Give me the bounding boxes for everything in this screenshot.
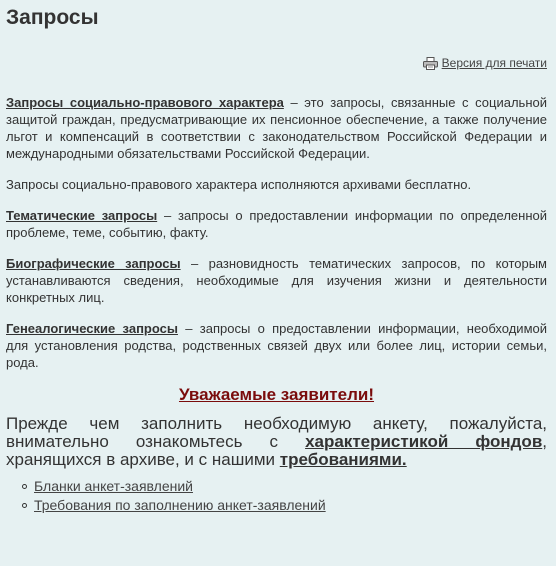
term-thematic[interactable]: Тематические запросы: [6, 208, 158, 223]
notice-paragraph: [6, 415, 547, 469]
paragraph-text: Запросы социально-правового характера исполняются архивами бесплатно.: [6, 177, 472, 192]
form-filling-requirements-link[interactable]: Требования по заполнению анкет-заявлений: [34, 497, 326, 513]
documents-link-list: [6, 477, 547, 515]
term-social-legal[interactable]: Запросы социально-правового характера: [6, 95, 284, 110]
list-item: [34, 496, 547, 515]
term-genealogical[interactable]: Генеалогические запросы: [6, 321, 178, 336]
bullet-icon: [22, 503, 27, 508]
paragraph-text: – запросы о предоставлении информации, необходимой для установления родства, родственных связей двух или более лиц, истории семьи, рода.: [6, 321, 547, 370]
print-version-link[interactable]: [423, 56, 547, 70]
requirements-link[interactable]: требованиями.: [279, 450, 407, 469]
paragraph-text: – это запросы, связанные с социальной защитой граждан, предусматривающие их пенсионное обеспечение, а также получение льгот и компенсаций в соответствии с законодательством Российской Федерации и международными обязательствами Российской Федерации.: [6, 95, 547, 161]
bullet-icon: [22, 484, 27, 489]
paragraph-free-of-charge: [6, 176, 547, 193]
notice-text-middle: , хранящихся в архиве, и с нашими: [6, 432, 547, 469]
page-title: Запросы: [6, 6, 99, 29]
term-biographical[interactable]: Биографические запросы: [6, 256, 181, 271]
fund-characteristics-link[interactable]: характеристикой фондов: [305, 432, 543, 451]
printer-icon: [423, 57, 438, 70]
paragraph-biographical: [6, 255, 547, 306]
notice-title: Уважаемые заявители!: [178, 385, 375, 404]
notice-text-before: Прежде чем заполнить необходимую анкету, пожалуйста, внимательно ознакомьтесь с: [6, 414, 547, 451]
application-forms-link[interactable]: Бланки анкет-заявлений: [34, 478, 193, 494]
content-area: [6, 94, 547, 515]
paragraph-text: – разновидность тематических запросов, по которым устанавливаются сведения, необходимые для изучения жизни и деятельности конкретных лиц.: [6, 256, 547, 305]
paragraph-social-legal: [6, 94, 547, 162]
print-version-label[interactable]: Версия для печати: [441, 56, 547, 70]
paragraph-text: – запросы о предоставлении информации по определенной проблеме, теме, событию, факту.: [6, 208, 547, 240]
paragraph-thematic: [6, 207, 547, 241]
list-item: [34, 477, 547, 496]
paragraph-genealogical: [6, 320, 547, 371]
